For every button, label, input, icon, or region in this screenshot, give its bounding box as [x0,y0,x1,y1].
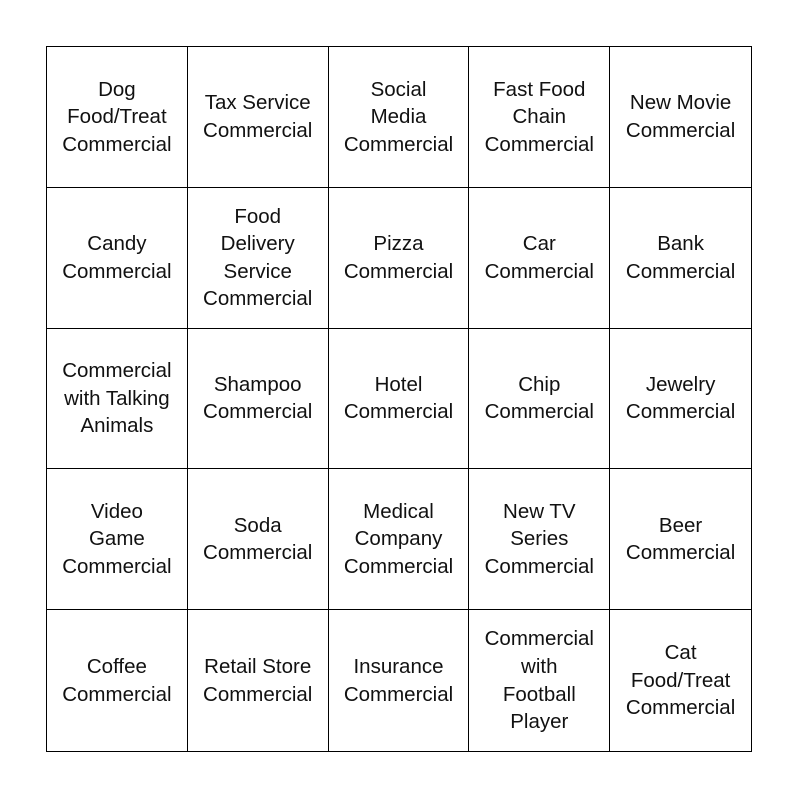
cell-label: Hotel Commercial [343,372,454,424]
bingo-cell[interactable] [469,188,610,329]
cell-label: Video Game Commercial [62,499,172,579]
cell-label: Pizza Commercial [343,232,454,283]
cell-label: Fast Food Chain Commercial [484,77,594,156]
cell-label: New TV Series Commercial [484,499,594,579]
bingo-cell[interactable] [469,610,610,751]
bingo-cell[interactable] [329,329,470,470]
cell-label: Commercial with Talking Animals [62,359,172,438]
bingo-cell[interactable] [329,610,470,751]
bingo-cell[interactable] [188,47,329,188]
cell-label: Coffee Commercial [62,655,172,706]
bingo-cell[interactable] [610,47,751,188]
bingo-cell[interactable] [610,329,751,470]
cell-label: Chip Commercial [484,372,594,424]
cell-label: New Movie Commercial [625,91,736,142]
cell-label: Tax Service Commercial [203,91,313,142]
cell-label: Food Delivery Service Commercial [203,204,313,311]
cell-label: Candy Commercial [62,232,172,283]
bingo-cell[interactable] [47,329,188,470]
bingo-cell[interactable] [188,610,329,751]
cell-label: Soda Commercial [203,513,313,565]
bingo-cell[interactable] [610,610,751,751]
bingo-board [46,46,752,752]
cell-label: Jewelry Commercial [625,372,736,424]
cell-label: Shampoo Commercial [203,372,313,424]
bingo-cell[interactable] [329,188,470,329]
cell-label: Insurance Commercial [343,655,454,706]
cell-label: Social Media Commercial [343,77,454,156]
bingo-cell[interactable] [469,47,610,188]
bingo-cell[interactable] [469,329,610,470]
cell-label: Commercial with Football Player [484,627,594,734]
cell-label: Beer Commercial [625,513,736,565]
cell-label: Bank Commercial [625,232,736,283]
cell-label: Medical Company Commercial [343,499,454,579]
bingo-cell[interactable] [47,610,188,751]
bingo-cell[interactable] [329,469,470,610]
bingo-cell[interactable] [610,469,751,610]
cell-label: Retail Store Commercial [203,655,313,706]
bingo-cell[interactable] [188,329,329,470]
bingo-cell[interactable] [47,188,188,329]
cell-label: Dog Food/Treat Commercial [62,77,172,156]
bingo-cell[interactable] [47,47,188,188]
cell-label: Car Commercial [484,232,594,283]
bingo-cell[interactable] [610,188,751,329]
bingo-cell[interactable] [469,469,610,610]
bingo-cell[interactable] [47,469,188,610]
cell-label: Cat Food/Treat Commercial [625,641,736,720]
bingo-cell[interactable] [329,47,470,188]
bingo-cell[interactable] [188,469,329,610]
bingo-cell[interactable] [188,188,329,329]
